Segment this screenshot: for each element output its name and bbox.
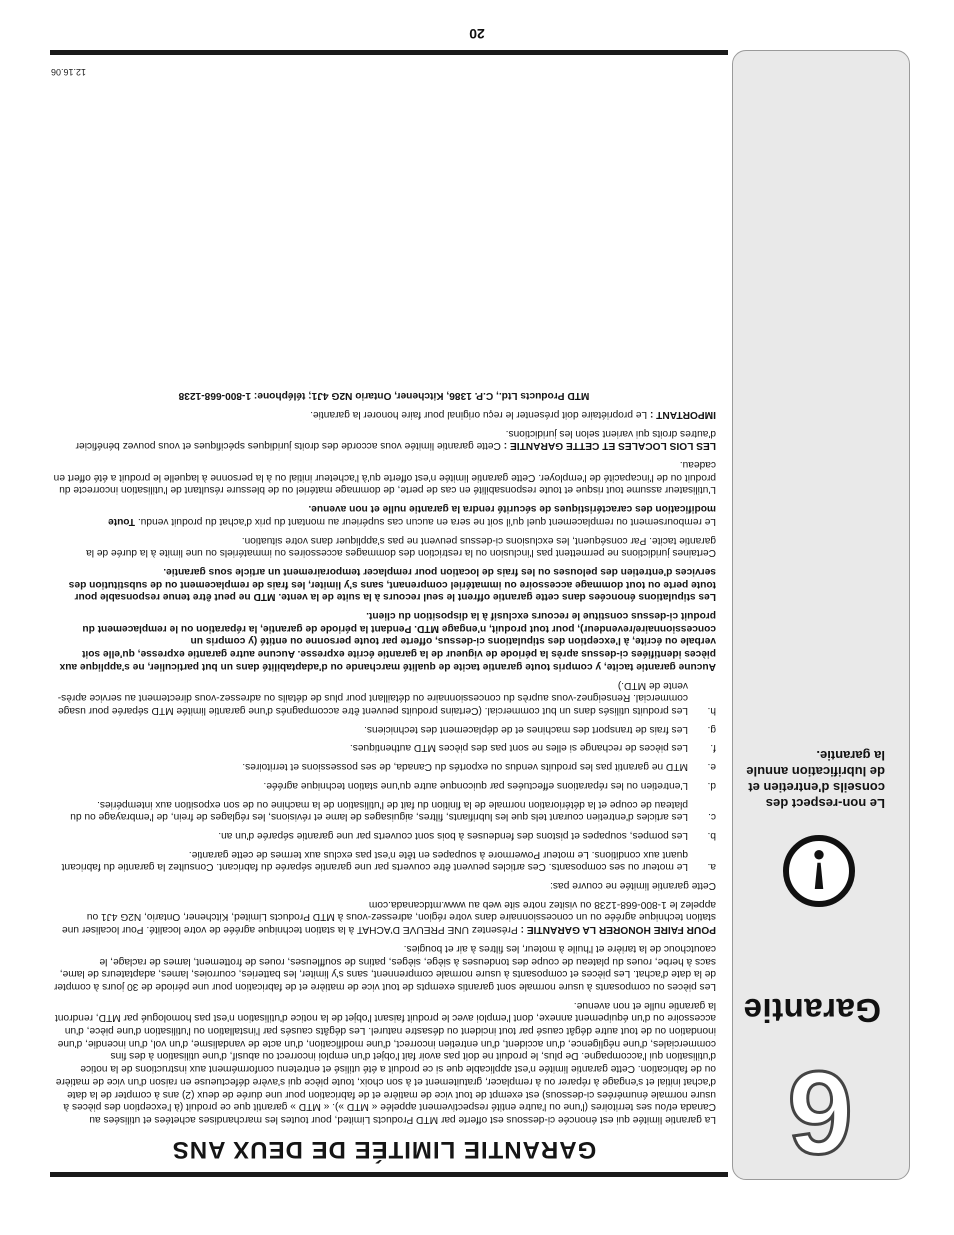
exclusion-text: Les produits utilisés dans un but commercial. (Certains produits peuvent être accompagnés d'une garantie limitée MTD séparée pour usage commercial. Renseignez-vous auprès du concessionnaire ou détaillant pour plus de détails ou adressez-vous directement au service après-vente de MTD.) bbox=[57, 679, 688, 717]
exclusion-text: Les pièces de rechange si elles ne sont pas des pièces MTD authentiques. bbox=[349, 742, 688, 754]
exclusion-letter: b. bbox=[707, 829, 716, 841]
exclusions-list bbox=[52, 678, 716, 872]
section-sidebar bbox=[732, 50, 910, 1180]
mtd-address: MTD Products Ltd., C.P. 1386, Kitchener, Ontario N2G 4J1; téléphone: 1-800-668-1238 bbox=[178, 390, 590, 402]
jurisdiction-paragraph: Certaines juridictions ne permettent pas l'inclusion ou la restriction des dommages accessoires ou immatériels ou une limite à la durée de la garantie tacite. Par conséquent, les exclusions ci-dessus peuvent ne pas s'appliquer dans votre situation. bbox=[86, 534, 716, 559]
top-rule bbox=[50, 1172, 728, 1177]
local-laws-text: Cette garantie limitée vous accorde des droits juridiques spécifiques et vous pouvez bénéficier d'autres droits qui varient selon les juridictions. bbox=[75, 427, 716, 452]
exclusion-letter: c. bbox=[708, 811, 716, 823]
implied-warranty-paragraph: Aucune garantie tacite, y compris toute garantie tacite de qualité marchande ou d'adaptabilité dans un but particulier, ne s'applique aux pièces identifiées ci-dessus après la période de vigueur de la garantie écrite expresse. Aucune autre garantie expresse, qu'elle soit verbale ou écrite, à l'exception des stipulations ci-dessus, offerte par toute personne ou entité (y compris un concessionnaire/revendeur), pour tout produit, n'engage MTD. Pendant la période de garantie, la réparation ou le remplacement du produit ci-dessus constitue le recours exclusif à la disposition du client. bbox=[59, 610, 716, 672]
page-number: 20 bbox=[469, 26, 485, 42]
date-code: 12.16.06 bbox=[50, 67, 86, 77]
transfer-text: Cette garantie limitée n'est offerte qu'à l'acheteur initial ou à la personne à laquelle le produit a été offert en cadeau. bbox=[53, 459, 716, 483]
exclusion-letter: h. bbox=[707, 705, 716, 717]
exclusion-text: Les articles d'entretien courant tels que les lubrifiants, filtres, aiguisages de lame et révisions, les réglages de frein, de l'embrayage ou du plateau de coupe et la détérioration normale de la finition du fait de l'utilisation de la machine ou de son exposition aux intempéries. bbox=[70, 798, 688, 823]
important-paragraph bbox=[52, 407, 716, 420]
important-text: Le propriétaire doit présenter le reçu original pour faire honorer la garantie. bbox=[310, 408, 648, 420]
exclusion-item bbox=[52, 828, 716, 841]
liability-paragraph: Les stipulations énoncées dans cette garantie offrent le seul recours à la suite de la vente. MTD ne peut être tenue responsable pour toute perte ou tout dommage accessoire ou immatériel comprenant, sans s'y limiter, les frais de remplacement ou de substitution des services d'entretien des pelouses ou les frais de location pour remplacer temporairement un article sous garantie. bbox=[68, 565, 716, 603]
exclusion-letter: d. bbox=[707, 779, 716, 791]
section-title: Garantie bbox=[743, 992, 881, 1029]
warranty-content bbox=[52, 383, 716, 1163]
local-laws-paragraph bbox=[52, 426, 716, 451]
exclusion-text: Les pompes, soupapes et pistons des fendeuses à bois sont couverts par une garantie séparée d'un an. bbox=[218, 829, 688, 841]
service-label: POUR FAIRE HONORER LA GARANTIE : bbox=[520, 924, 716, 936]
warranty-title: GARANTIE LIMITÉE DE DEUX ANS bbox=[171, 1136, 597, 1163]
notice-text: Le non-respect des conseils d'entretien et de lubrification annule la garantie. bbox=[746, 748, 885, 811]
section-number: 6 bbox=[787, 1046, 853, 1178]
important-label: IMPORTANT : bbox=[649, 408, 716, 420]
normal-wear-paragraph: Les pièces ou composants à usure normale sont garantis exempts de tout vice de matière et de fabrication pour une période de 30 jours à compter de la date d'achat. Les pièces et composants à usure normale comprennent, sans s'y limiter, les batteries, courroies, lames, adaptateurs de lame, sacs à herbe, roues du plateau de coupe des tondeuses à siège, sièges, patins de souffleuses, roues de frottement, lames de raclage, le caoutchouc de la tarière et l'huile à moteur, les filtres à air et bougies. bbox=[53, 942, 716, 992]
exclusion-item bbox=[52, 678, 716, 716]
exclusion-text: Le moteur ou ses composants. Ces articles peuvent être couverts par une garantie séparée du fabricant. Consultez la garantie du fabricant quant aux conditions. Le moteur Powermore à soupapes en tête n'est pas exclus aux termes de cette garantie. bbox=[61, 848, 688, 873]
exclusion-item bbox=[52, 722, 716, 735]
exclusion-letter: e. bbox=[707, 761, 716, 773]
warranty-intro: La garantie limitée qui est énoncée ci-dessous est offerte par MTD Products Limited, pour toutes les marchandises achetées et utilisées au Canada et/ou ses territoires (l'une ou l'autre entité respectivement appelée « MTD »). « MTD » garantit que ce produit (à l'exception des pièces à usure normale énumérées ci-dessous) est exempt de tout vice de matière et de fabrication pour une durée de deux (2) ans à compter de la date d'achat initial et s'engage à réparer ou à remplacer, gratuitement et à son choix, toute pièce qui s'avère défectueuse en raison d'un vice de matière ou de fabrication. Cette garantie limitée n'est applicable que si ce produit a été utilisé et entretenu conformément aux instructions de la notice d'utilisation qui l'accompagne. De plus, le produit ne doit pas avoir fait l'objet d'un emploi incorrect ou abusif, d'une utilisation à des fins commerciales, d'une négligence, d'un accident, d'un entretien incorrect, d'une modification, d'un acte de vandalisme, d'un vol, d'un incendie, d'une inondation ou de tout autre dégât causé par tout incident ou désastre naturel. Les dégâts causés par l'installation ou l'utilisation d'une pièce, d'un accessoire ou d'un équipement annexe, dont l'emploi avec le produit faisant l'objet de la notice d'utilisation n'est pas homologué par MTD, rendront la garantie nulle et non avenue. bbox=[55, 999, 716, 1125]
exclusion-text: MTD ne garantit pas les produits vendus ou exportés du Canada, de ses possessions et territoires. bbox=[242, 761, 688, 773]
modification-void-text: Toute modification des caractéristiques de sécurité rendra la garantie nulle et non avenue. bbox=[108, 503, 716, 527]
exclusion-item bbox=[52, 759, 716, 772]
exclusions-intro: Cette garantie limitée ne couvre pas: bbox=[550, 880, 716, 892]
refund-limit-text: Le remboursement ou remplacement quel qu'il soit ne sera en aucun cas supérieur au montant du prix d'achat du produit vendu. bbox=[137, 515, 716, 527]
exclusion-item bbox=[52, 778, 716, 791]
exclusion-item bbox=[52, 847, 716, 872]
user-risk-paragraph bbox=[52, 457, 716, 495]
exclusion-letter: g. bbox=[707, 723, 716, 735]
bottom-rule bbox=[50, 50, 728, 55]
user-risk-text: L'utilisateur assume tout risque et toute responsabilité en cas de perte, de dommage matériel ou de blessure résultant de l'utilisation incorrecte du produit ou de l'incapacité de l'employer. bbox=[59, 471, 716, 496]
service-text: Présentez UNE PREUVE D'ACHAT à la station technique agréée de votre localité. Pour localiser une station technique agréée ou un concessionnaire dans votre région, adressez-vous à MTD Products Limited, Kitchener, Ontario, N2G 4J1 ou appelez le 1-800-668-1238 ou visitez notre site web au www.mtdcanada.com bbox=[61, 898, 716, 936]
exclusion-text: Les frais de transport des machines et de déplacement des techniciens. bbox=[364, 723, 688, 735]
exclusion-letter: f. bbox=[710, 742, 716, 754]
exclusion-letter: a. bbox=[707, 861, 716, 873]
exclusion-item bbox=[52, 797, 716, 822]
implied-warranty-block bbox=[52, 564, 716, 672]
exclusion-text: L'entretien ou les réparations effectuées par quiconque autre qu'une station technique agréée. bbox=[263, 779, 688, 791]
service-paragraph bbox=[52, 897, 716, 935]
local-laws-label: LES LOIS LOCALES ET CETTE GARANTIE : bbox=[503, 440, 716, 452]
exclamation-circle-icon: ! bbox=[783, 835, 855, 907]
exclusion-item bbox=[52, 741, 716, 754]
refund-paragraph bbox=[52, 501, 716, 526]
